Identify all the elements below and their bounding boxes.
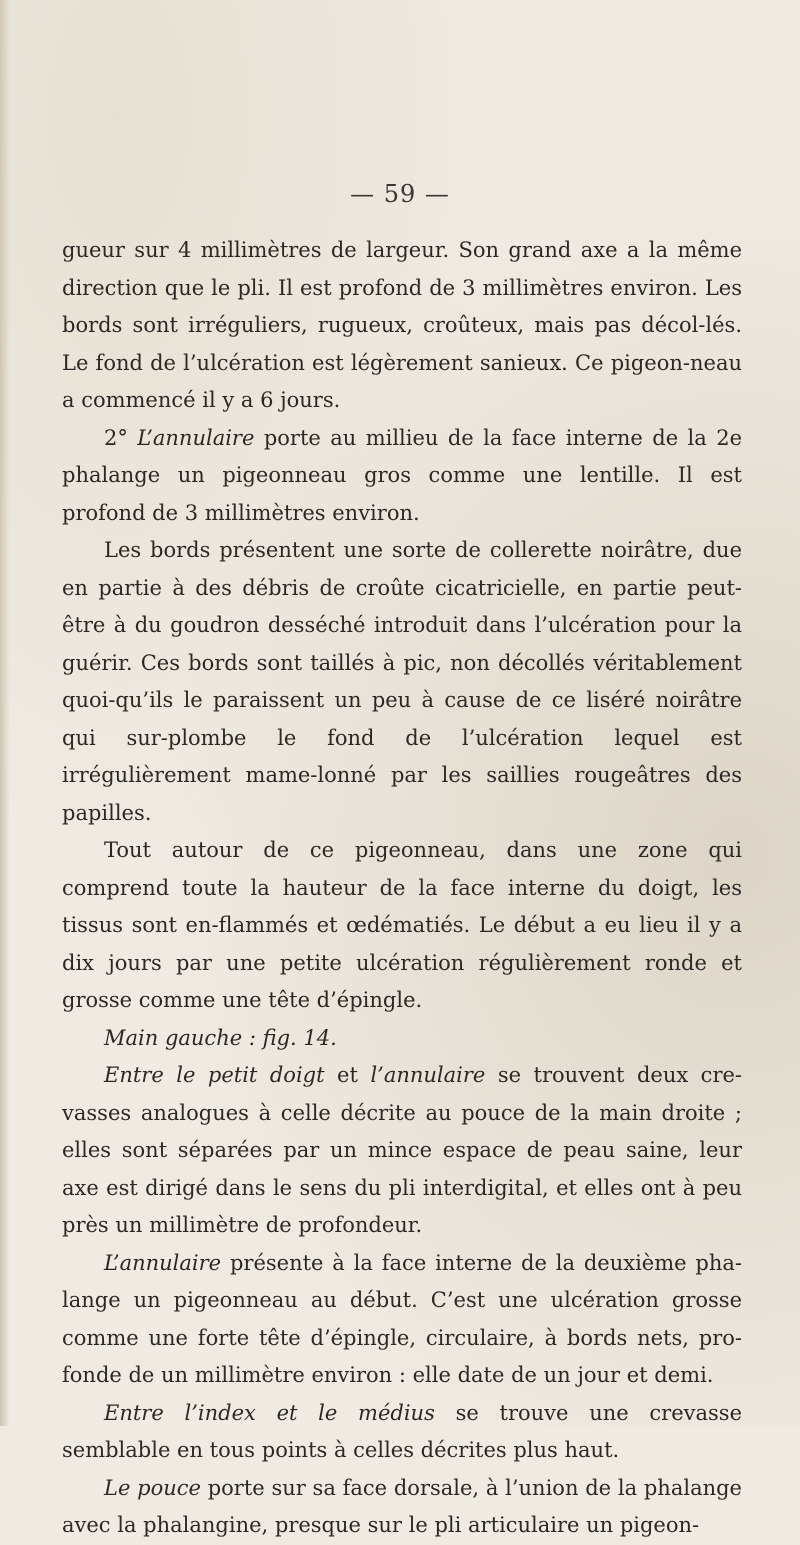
paragraph-2-text: porte au millieu de la face interne de la 2e phalange un pigeonneau gros comme une lentille. Il est profond de 3 millimètres environ. [62, 425, 742, 525]
paragraph-7-term: L’annulaire [104, 1250, 222, 1275]
body-text [62, 232, 742, 1545]
paragraph-2-number: 2° [104, 425, 138, 450]
paragraph-8 [62, 1395, 742, 1470]
page-edge-shadow [0, 0, 10, 1426]
paragraph-8-text: se trouve une crevasse semblable en tous points à celles décrites plus haut. [62, 1400, 742, 1462]
paragraph-5 [62, 1020, 742, 1058]
paragraph-1: gueur sur 4 millimètres de largeur. Son grand axe a la même direction que le pli. Il est profond de 3 millimètres environ. Les bords sont irréguliers, rugueux, croûteux, mais pas décol-lés. Le fond de l’ulcération est légèrement sanieux. Ce pigeon-neau a commencé il y a 6 jours. [62, 238, 742, 412]
paragraph-3: Les bords présentent une sorte de collerette noirâtre, due en partie à des débris de croûte cicatricielle, en partie peut-être à du goudron desséché introduit dans l’ulcération pour la guérir. Ces bords sont taillés à pic, non décollés véritablement quoi-qu’ils le paraissent un peu à cause de ce liséré noirâtre qui sur-plombe le fond de l’ulcération lequel est irrégulièrement mame-lonné par les saillies rougeâtres des papilles. [62, 538, 742, 825]
section-heading-main-gauche: Main gauche : fig. 14. [104, 1025, 337, 1050]
paragraph-6-term-1: Entre le petit doigt [104, 1063, 325, 1087]
paragraph-9-text: porte sur sa face dorsale, à l’union de la phalange avec la phalangine, presque sur le pli articulaire un pigeon- [62, 1475, 742, 1537]
paragraph-6-connector: et [324, 1063, 371, 1087]
paragraph-4: Tout autour de ce pigeonneau, dans une zone qui comprend toute la hauteur de la face interne du doigt, les tissus sont en-flammés et œdématiés. Le début a eu lieu il y a dix jours par une petite ulcération régulièrement ronde et grosse comme une tête d’épingle. [62, 838, 742, 1012]
paragraph-7-text: présente à la face interne de la deuxième pha-lange un pigeonneau au début. C’est une ulcération grosse comme une forte tête d’épingle, circulaire, à bords nets, pro-fonde de un millimètre environ : elle date de un jour et demi. [62, 1250, 742, 1387]
paragraph-8-term: Entre l’index et le médius [104, 1400, 435, 1425]
paragraph-6 [62, 1057, 742, 1245]
paragraph-6-term-2: l’annulaire [370, 1063, 486, 1087]
paragraph-9-term: Le pouce [104, 1475, 201, 1500]
paragraph-2-term: L’annulaire [137, 425, 255, 450]
paragraph-7 [62, 1245, 742, 1395]
paragraph-6-text: se trouvent deux cre-vasses analogues à celle décrite au pouce de la main droite ; elles sont séparées par un mince espace de peau saine, leur axe est dirigé dans le sens du pli interdigital, et elles ont à peu près un millimètre de profondeur. [62, 1063, 743, 1237]
page-number: — 59 — [350, 180, 450, 208]
paragraph-9 [62, 1470, 742, 1545]
paragraph-2 [62, 420, 742, 533]
